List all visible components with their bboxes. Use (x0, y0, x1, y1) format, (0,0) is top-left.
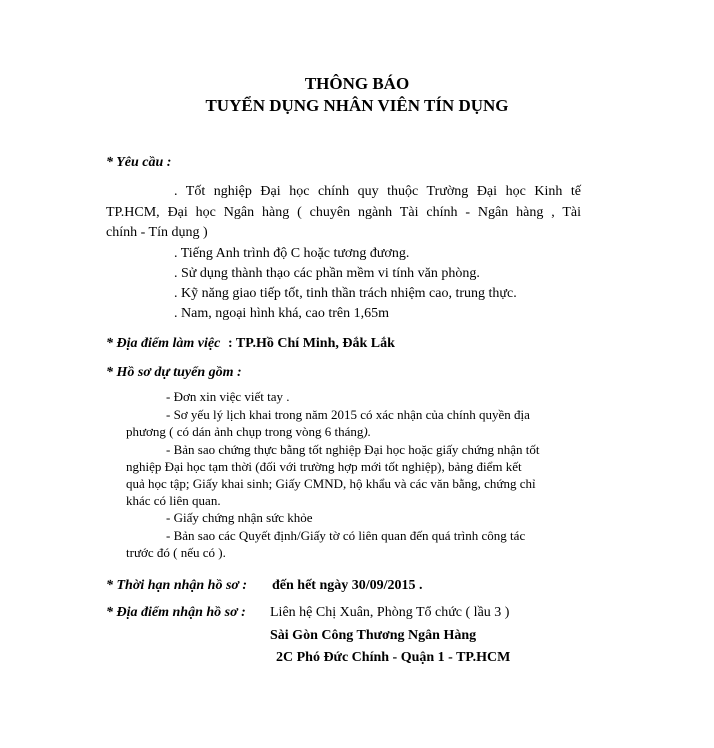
requirement-1-line3: chính - Tín dụng ) (106, 225, 208, 240)
dossier-item-2-line2-text: phương ( có dán ảnh chụp trong vòng 6 tháng (126, 424, 364, 439)
requirement-1-line2: TP.HCM, Đại học Ngân hàng ( chuyên ngành Tài chính - Ngân hàng , Tài (106, 205, 581, 220)
dossier-item-3-line1: - Bản sao chứng thực bằng tốt nghiệp Đại học hoặc giấy chứng nhận tốt (166, 442, 540, 457)
notice-title: THÔNG BÁO (304, 74, 410, 93)
requirement-1-line1: . Tốt nghiệp Đại học chính quy thuộc Trường Đại học Kinh tế (174, 184, 581, 199)
dossier-item-5-line2: trước đó ( nếu có ). (126, 545, 226, 560)
submission-contact: Liên hệ Chị Xuân, Phòng Tổ chức ( lầu 3 ) (270, 605, 510, 620)
notice-subtitle: TUYỂN DỤNG NHÂN VIÊN TÍN DỤNG (205, 96, 509, 115)
dossier-heading: * Hồ sơ dự tuyển gồm : (106, 365, 242, 380)
workplace-heading: * Địa điểm làm việc (106, 336, 221, 351)
dossier-item-3-line4: khác có liên quan. (126, 493, 221, 508)
requirement-2: . Tiếng Anh trình độ C hoặc tương đương. (174, 246, 410, 261)
dossier-item-4: - Giấy chứng nhận sức khỏe (166, 510, 313, 525)
submission-address: 2C Phó Đức Chính - Quận 1 - TP.HCM (276, 650, 511, 665)
dossier-item-1: - Đơn xin việc viết tay . (166, 389, 290, 404)
requirement-3: . Sử dụng thành thạo các phần mềm vi tính văn phòng. (174, 266, 480, 281)
dossier-item-2-line1: - Sơ yếu lý lịch khai trong năm 2015 có xác nhận của chính quyền địa (166, 407, 530, 422)
deadline-heading: * Thời hạn nhận hồ sơ : (106, 578, 248, 593)
submission-heading: * Địa điểm nhận hồ sơ : (106, 605, 246, 620)
requirement-5: . Nam, ngoại hình khá, cao trên 1,65m (174, 306, 390, 321)
dossier-item-5-line1: - Bản sao các Quyết định/Giấy tờ có liên quan đến quá trình công tác (166, 528, 526, 543)
requirements-heading: * Yêu cầu : (106, 155, 172, 170)
deadline-value: đến hết ngày 30/09/2015 . (272, 578, 423, 593)
requirement-4: . Kỹ năng giao tiếp tốt, tinh thần trách nhiệm cao, trung thực. (174, 286, 517, 301)
dossier-item-2-line2-end: ). (363, 424, 371, 439)
workplace-value: : TP.Hồ Chí Minh, Đắk Lắk (228, 336, 395, 351)
dossier-item-3-line3: quả học tập; Giấy khai sinh; Giấy CMND, hộ khẩu và các văn bằng, chứng chỉ (126, 476, 536, 491)
dossier-item-2-line2 (126, 424, 371, 440)
dossier-item-3-line2: nghiệp Đại học tạm thời (đối với trường hợp mới tốt nghiệp), bảng điểm kết (126, 459, 522, 474)
submission-bank: Sài Gòn Công Thương Ngân Hàng (270, 628, 477, 643)
